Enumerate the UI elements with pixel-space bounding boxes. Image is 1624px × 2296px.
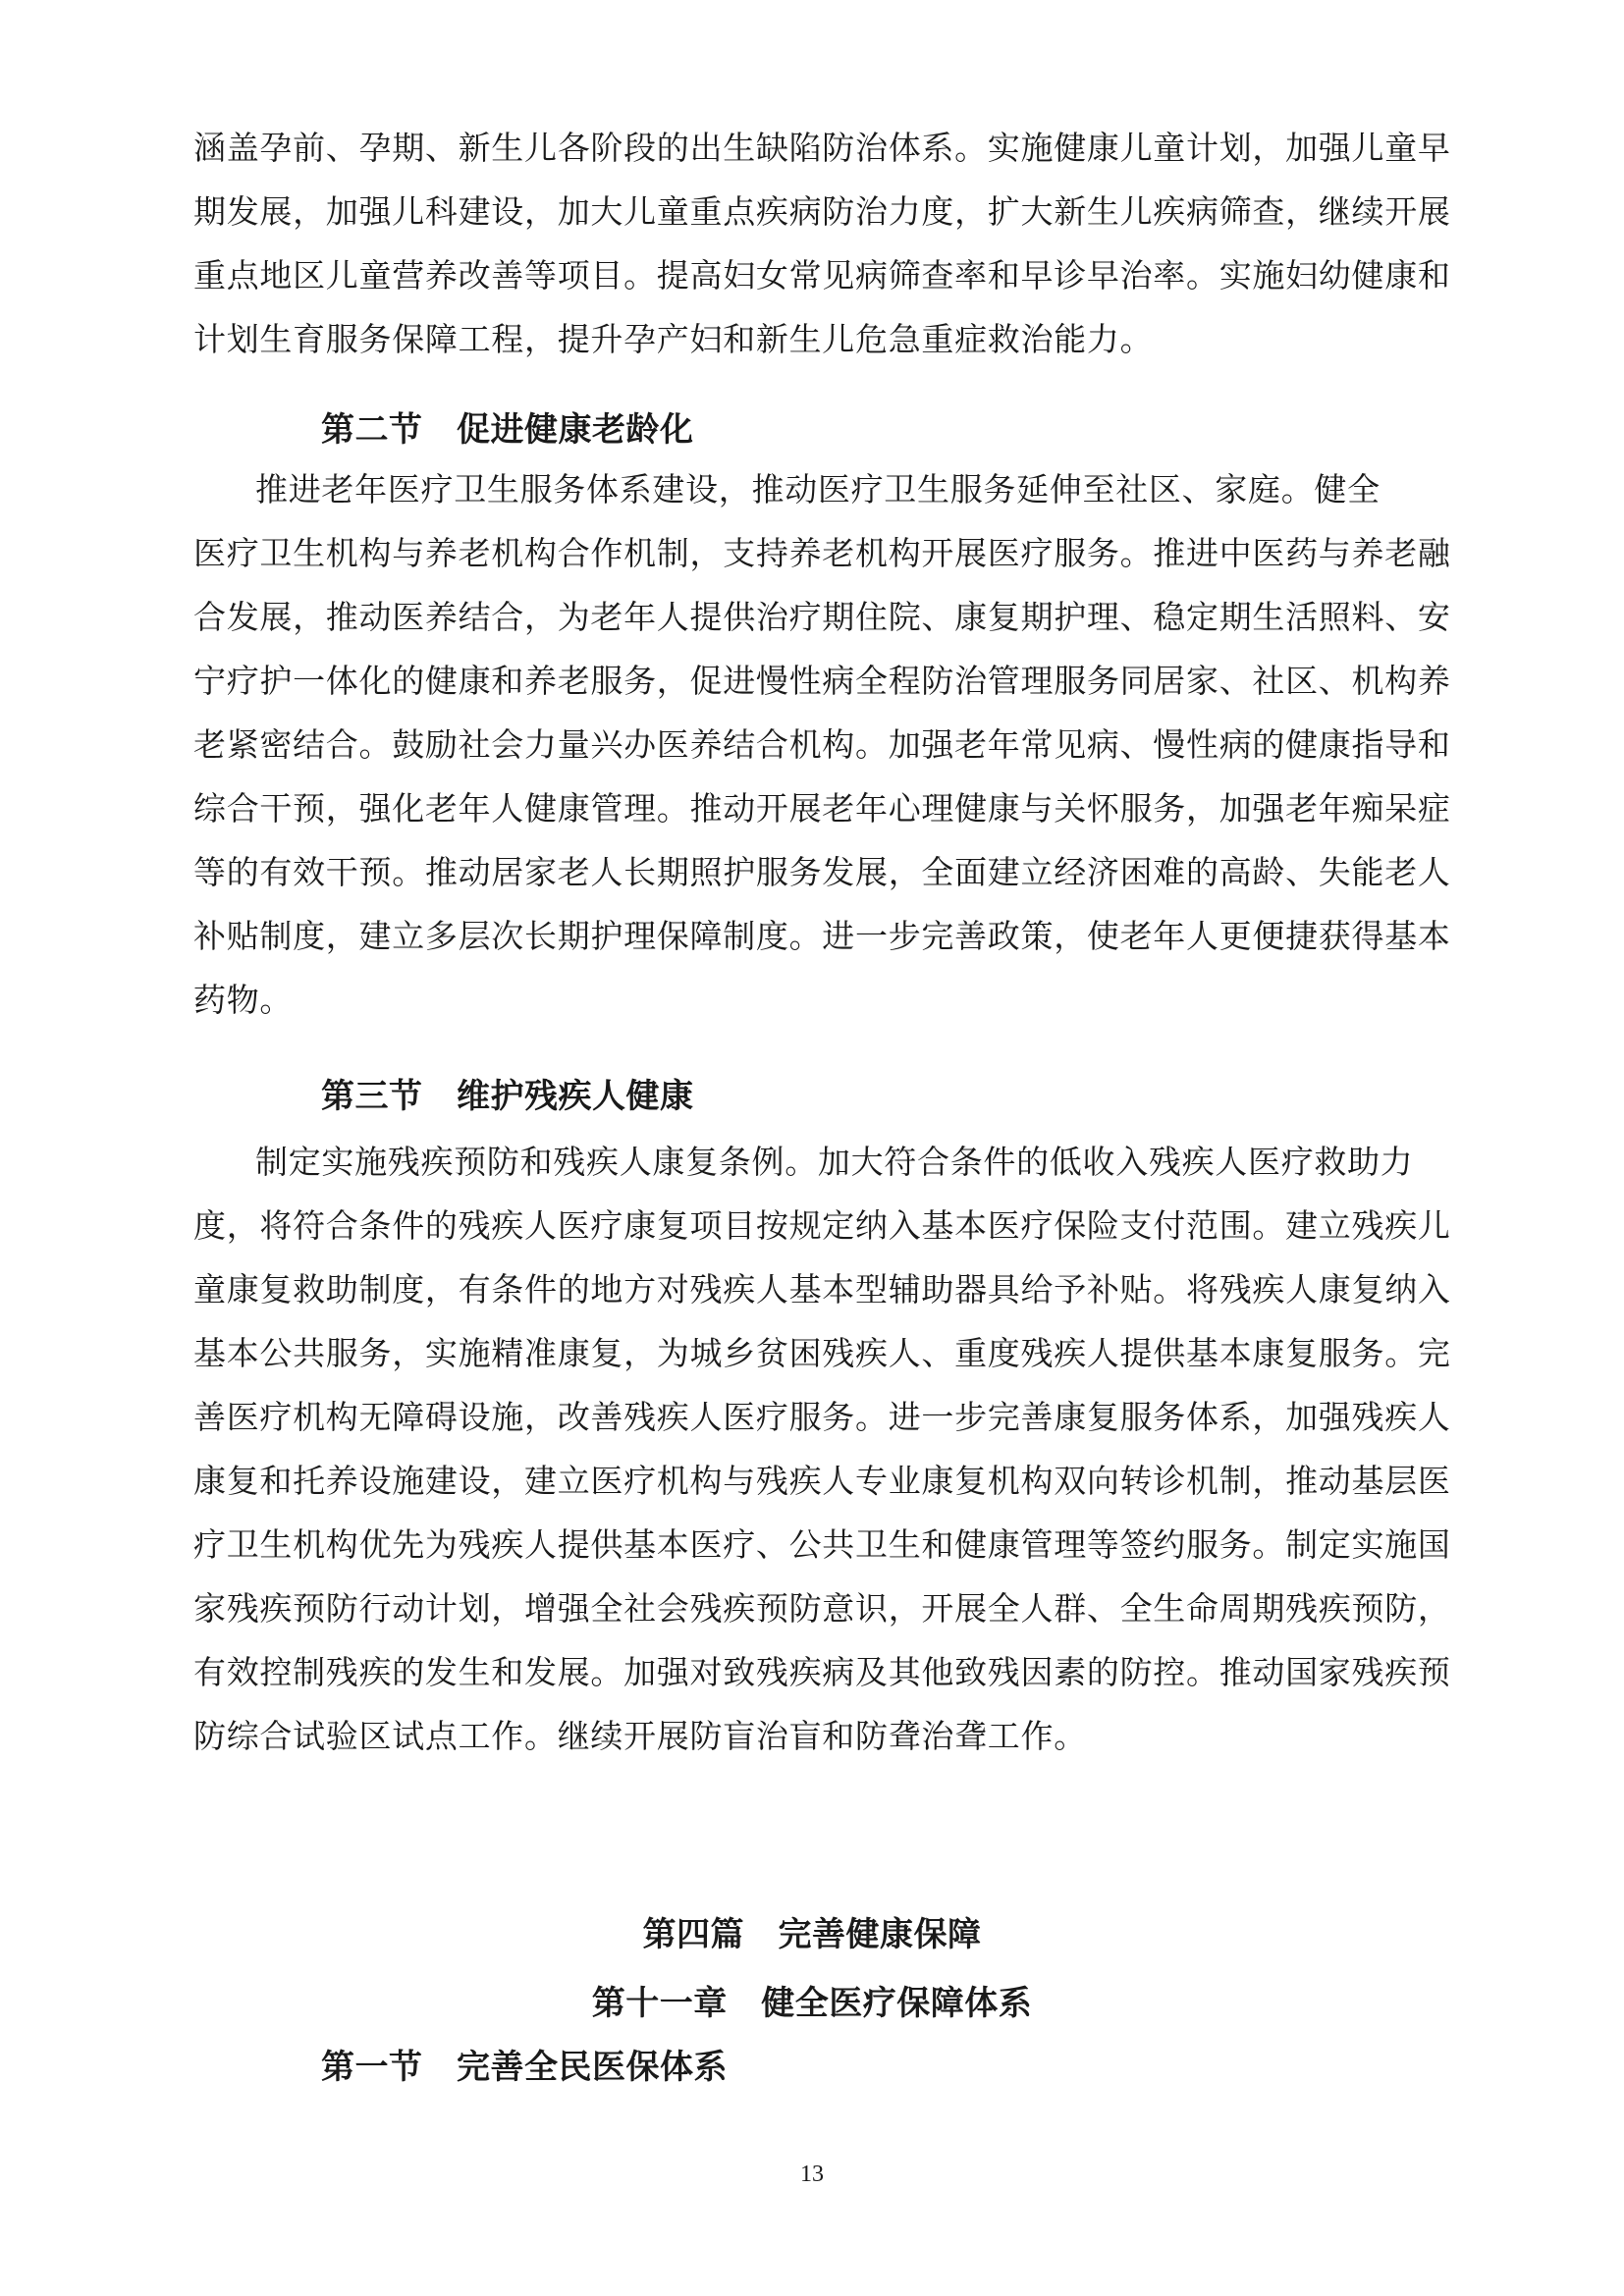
section-heading: 第二节 促进健康老龄化 [321,410,694,450]
paragraph-line: 等的有效干预。推动居家老人长期照护服务发展，全面建立经济困难的高龄、失能老人 [193,853,1451,891]
paragraph-line: 重点地区儿童营养改善等项目。提高妇女常见病筛查率和早诊早治率。实施妇幼健康和 [193,256,1451,294]
paragraph-line: 推进老年医疗卫生服务体系建设，推动医疗卫生服务延伸至社区、家庭。健全 [255,470,1380,508]
paragraph-line: 童康复救助制度，有条件的地方对残疾人基本型辅助器具给予补贴。将残疾人康复纳入 [193,1270,1451,1308]
paragraph-line: 补贴制度，建立多层次长期护理保障制度。进一步完善政策，使老年人更便捷获得基本 [193,917,1451,955]
paragraph-line: 有效控制残疾的发生和发展。加强对致残疾病及其他致残因素的防控。推动国家残疾预 [193,1653,1451,1691]
paragraph-line: 药物。 [193,981,294,1019]
paragraph-line: 防综合试验区试点工作。继续开展防盲治盲和防聋治聋工作。 [193,1717,1087,1755]
paragraph-line: 基本公共服务，实施精准康复，为城乡贫困残疾人、重度残疾人提供基本康复服务。完 [193,1334,1451,1372]
paragraph-line: 医疗卫生机构与养老机构合作机制，支持养老机构开展医疗服务。推进中医药与养老融 [193,534,1451,572]
paragraph-line: 制定实施残疾预防和残疾人康复条例。加大符合条件的低收入残疾人医疗救助力 [255,1143,1414,1181]
paragraph-line: 老紧密结合。鼓励社会力量兴办医养结合机构。加强老年常见病、慢性病的健康指导和 [193,725,1451,764]
paragraph-line: 康复和托养设施建设，建立医疗机构与残疾人专业康复机构双向转诊机制，推动基层医 [193,1462,1451,1500]
section-heading: 第三节 维护残疾人健康 [321,1077,694,1116]
paragraph-line: 善医疗机构无障碍设施，改善残疾人医疗服务。进一步完善康复服务体系，加强残疾人 [193,1398,1451,1436]
paragraph-line: 疗卫生机构优先为残疾人提供基本医疗、公共卫生和健康管理等签约服务。制定实施国 [193,1525,1451,1564]
chapter-heading: 第十一章 健全医疗保障体系 [591,1984,1033,2023]
paragraph-line: 计划生育服务保障工程，提升孕产妇和新生儿危急重症救治能力。 [193,320,1154,358]
paragraph-line: 综合干预，强化老年人健康管理。推动开展老年心理健康与关怀服务，加强老年痴呆症 [193,789,1451,828]
paragraph-line: 宁疗护一体化的健康和养老服务，促进慢性病全程防治管理服务同居家、社区、机构养 [193,662,1451,700]
paragraph-line: 合发展，推动医养结合，为老年人提供治疗期住院、康复期护理、稳定期生活照料、安 [193,598,1451,636]
paragraph-line: 涵盖孕前、孕期、新生儿各阶段的出生缺陷防治体系。实施健康儿童计划，加强儿童早 [193,129,1451,167]
paragraph-line: 度，将符合条件的残疾人医疗康复项目按规定纳入基本医疗保险支付范围。建立残疾儿 [193,1206,1451,1245]
paragraph-line: 期发展，加强儿科建设，加大儿童重点疾病防治力度，扩大新生儿疾病筛查，继续开展 [193,192,1451,231]
part-heading: 第四篇 完善健康保障 [642,1915,982,1954]
page-number: 13 [800,2162,824,2187]
paragraph-line: 家残疾预防行动计划，增强全社会残疾预防意识，开展全人群、全生命周期残疾预防， [193,1589,1451,1628]
section-heading: 第一节 完善全民医保体系 [321,2048,728,2087]
